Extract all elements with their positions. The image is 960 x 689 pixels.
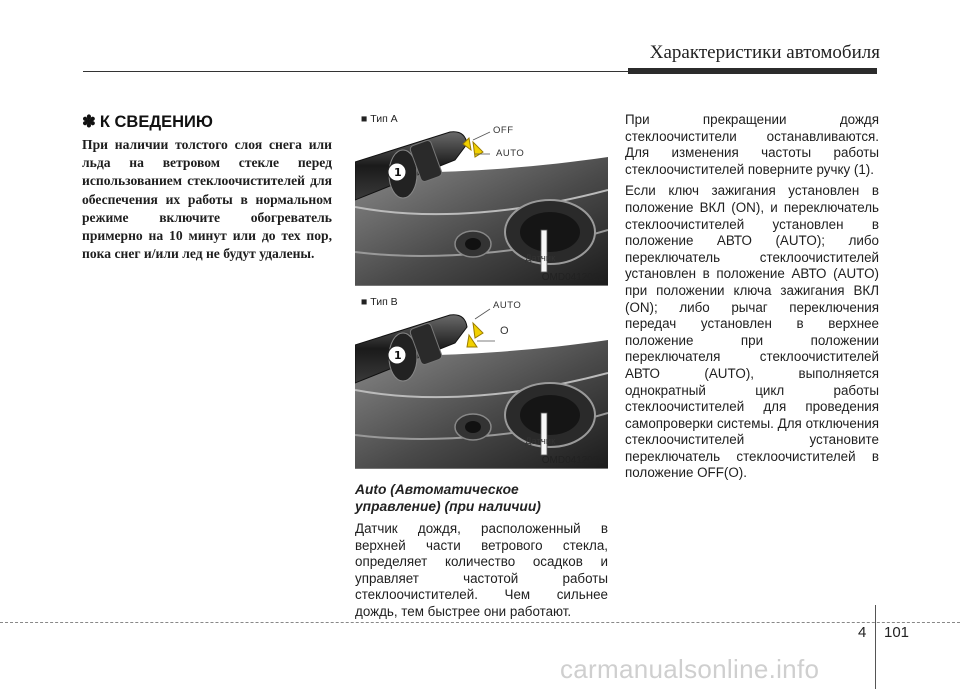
footer-divider [875, 605, 876, 689]
header-rule [83, 71, 628, 72]
callout-off: OFF [493, 125, 514, 136]
callout-auto: AUTO [493, 300, 522, 311]
callout-off: O [500, 325, 510, 337]
note-body: При наличии толстого слоя снега или льда на ветровом стекле перед использованием стеклоочистителей для обеспечения их работы в нормальном режиме включите обогреватель примерно на 10 минут или до тех пор, пока снег и/или лед не будут удалены. [82, 137, 332, 262]
paragraph-rain-stop: При прекращении дождя стеклоочистители останавливаются. Для изменения частоты работы стеклоочистителей поверните ручку (1). [625, 112, 879, 177]
paragraph-self-check: Если ключ зажигания установлен в положение ВКЛ (ON), и переключатель стеклоочистителей установлен в положение АВТО (AUTO); либо переключатель стеклоочистителей установлен в положение АВТО (AUTO) при положении ключа зажигания ВКЛ (ON); либо рычаг переключения передач установлен в верхнее положение при положении переключателя стеклоочистителей АВТО (AUTO), выполняется однократный цикл работы стеклоочистителей для проведения самопроверки системы. Для отключения стеклоочистителей установите переключатель стеклоочистителей в положение OFF(O). [625, 183, 879, 481]
note-heading-text: К СВЕДЕНИЮ [99, 113, 213, 131]
figure-code: OMD041202L [541, 272, 604, 283]
figure-code: OMD041203L [541, 455, 604, 466]
wiper-switch-illustration-b [355, 295, 608, 468]
star-icon: ✽ [82, 113, 96, 131]
header-rule-accent [628, 68, 877, 74]
auto-section-body: Датчик дождя, расположенный в верхней части ветрового стекла, определяет количество осадков и управляет частотой работы стеклоочистителей. Чем сильнее дождь, тем быстрее они работают. [355, 521, 608, 619]
callout-auto: AUTO [496, 148, 525, 159]
figures-column [355, 112, 608, 626]
chapter-number: 4 [858, 624, 867, 641]
figure-type-b [355, 295, 608, 469]
page-number: 101 [884, 624, 910, 641]
figure-label: ■ Тип A [361, 113, 398, 125]
sensor-label: Датчик [525, 253, 556, 264]
figure-label: ■ Тип B [361, 296, 398, 308]
page-header-title: Характеристики автомобиля [649, 42, 880, 63]
note-heading [82, 112, 332, 132]
svg-text:1: 1 [394, 166, 402, 179]
figure-type-a [355, 112, 608, 286]
footer-rule [0, 622, 960, 623]
auto-section-heading: Auto (Автоматическое управление) (при наличии) [355, 482, 541, 514]
watermark: carmanualsonline.info [560, 654, 820, 684]
note-block [82, 112, 332, 263]
right-column [625, 112, 879, 487]
sensor-label: Датчик [525, 436, 556, 447]
wiper-switch-illustration-a [355, 112, 608, 285]
svg-text:1: 1 [394, 349, 402, 362]
